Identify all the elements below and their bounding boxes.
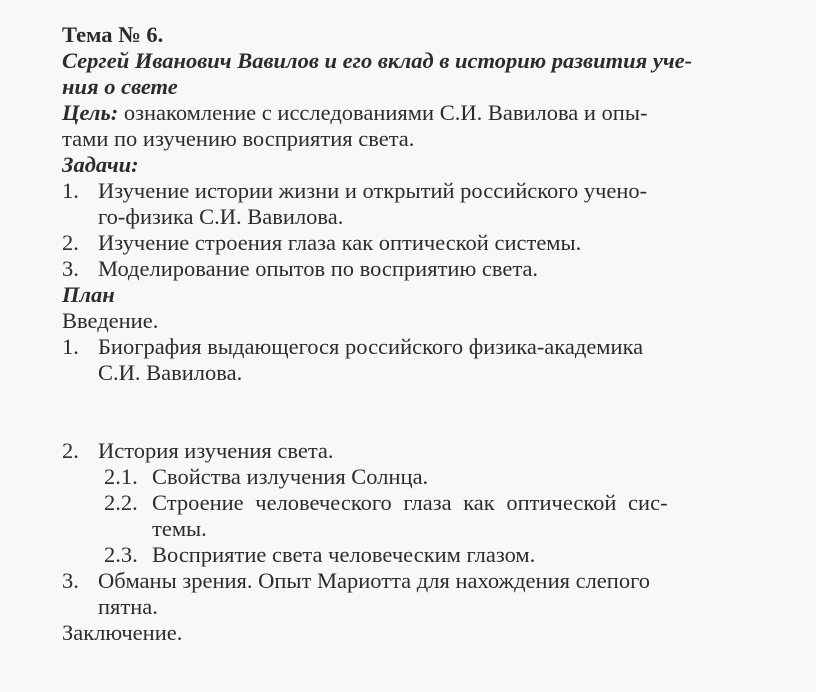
goal-label: Цель: bbox=[62, 100, 119, 125]
task-item bbox=[62, 256, 752, 282]
plan-number: 3. bbox=[62, 568, 79, 593]
plan-text: Обманы зрения. Опыт Мариотта для нахождения слепого bbox=[98, 568, 650, 593]
plan-subnumber: 2.3. bbox=[104, 542, 138, 567]
task-number: 1. bbox=[62, 178, 79, 203]
goal-line-2: тами по изучению восприятия света. bbox=[62, 126, 415, 151]
goal-text-1: ознакомление с исследованиями С.И. Вавилова и опы- bbox=[118, 100, 648, 125]
task-item bbox=[62, 230, 752, 256]
plan-subnumber: 2.1. bbox=[104, 464, 138, 489]
tasks-label: Задачи: bbox=[62, 152, 139, 177]
document-page bbox=[62, 22, 752, 646]
plan-subtext: Свойства излучения Солнца. bbox=[152, 464, 429, 489]
goal-line-1 bbox=[62, 100, 752, 126]
topic-heading: Тема № 6. bbox=[62, 22, 164, 47]
plan-subitem bbox=[62, 542, 752, 568]
task-item bbox=[62, 178, 752, 204]
plan-item bbox=[62, 334, 752, 360]
task-text-cont: го-физика С.И. Вавилова. bbox=[98, 204, 344, 229]
task-number: 2. bbox=[62, 230, 79, 255]
plan-item bbox=[62, 568, 752, 594]
plan-subtext-cont: темы. bbox=[152, 516, 207, 541]
task-text: Моделирование опытов по восприятию света. bbox=[98, 256, 539, 281]
task-text: Изучение строения глаза как оптической системы. bbox=[98, 230, 582, 255]
plan-text: Биография выдающегося российского физика-академика bbox=[98, 334, 644, 359]
plan-item bbox=[62, 438, 752, 464]
title-line-2: ния о свете bbox=[62, 74, 178, 99]
task-text: Изучение истории жизни и открытий российского учено- bbox=[98, 178, 648, 203]
task-number: 3. bbox=[62, 256, 79, 281]
title-line-1: Сергей Иванович Вавилов и его вклад в историю развития уче- bbox=[62, 48, 693, 73]
intro-item: Введение. bbox=[62, 308, 159, 333]
plan-subnumber: 2.2. bbox=[104, 490, 138, 515]
plan-subitem bbox=[62, 464, 752, 490]
plan-text-cont: С.И. Вавилова. bbox=[98, 360, 243, 385]
plan-label: План bbox=[62, 282, 115, 307]
plan-text-cont: пятна. bbox=[98, 594, 158, 619]
plan-number: 2. bbox=[62, 438, 79, 463]
plan-number: 1. bbox=[62, 334, 79, 359]
conclusion-item: Заключение. bbox=[62, 620, 183, 645]
plan-subitem bbox=[62, 490, 752, 516]
plan-subtext: Строение человеческого глаза как оптической сис- bbox=[152, 490, 668, 515]
plan-subtext: Восприятие света человеческим глазом. bbox=[152, 542, 536, 567]
plan-text: История изучения света. bbox=[98, 438, 334, 463]
